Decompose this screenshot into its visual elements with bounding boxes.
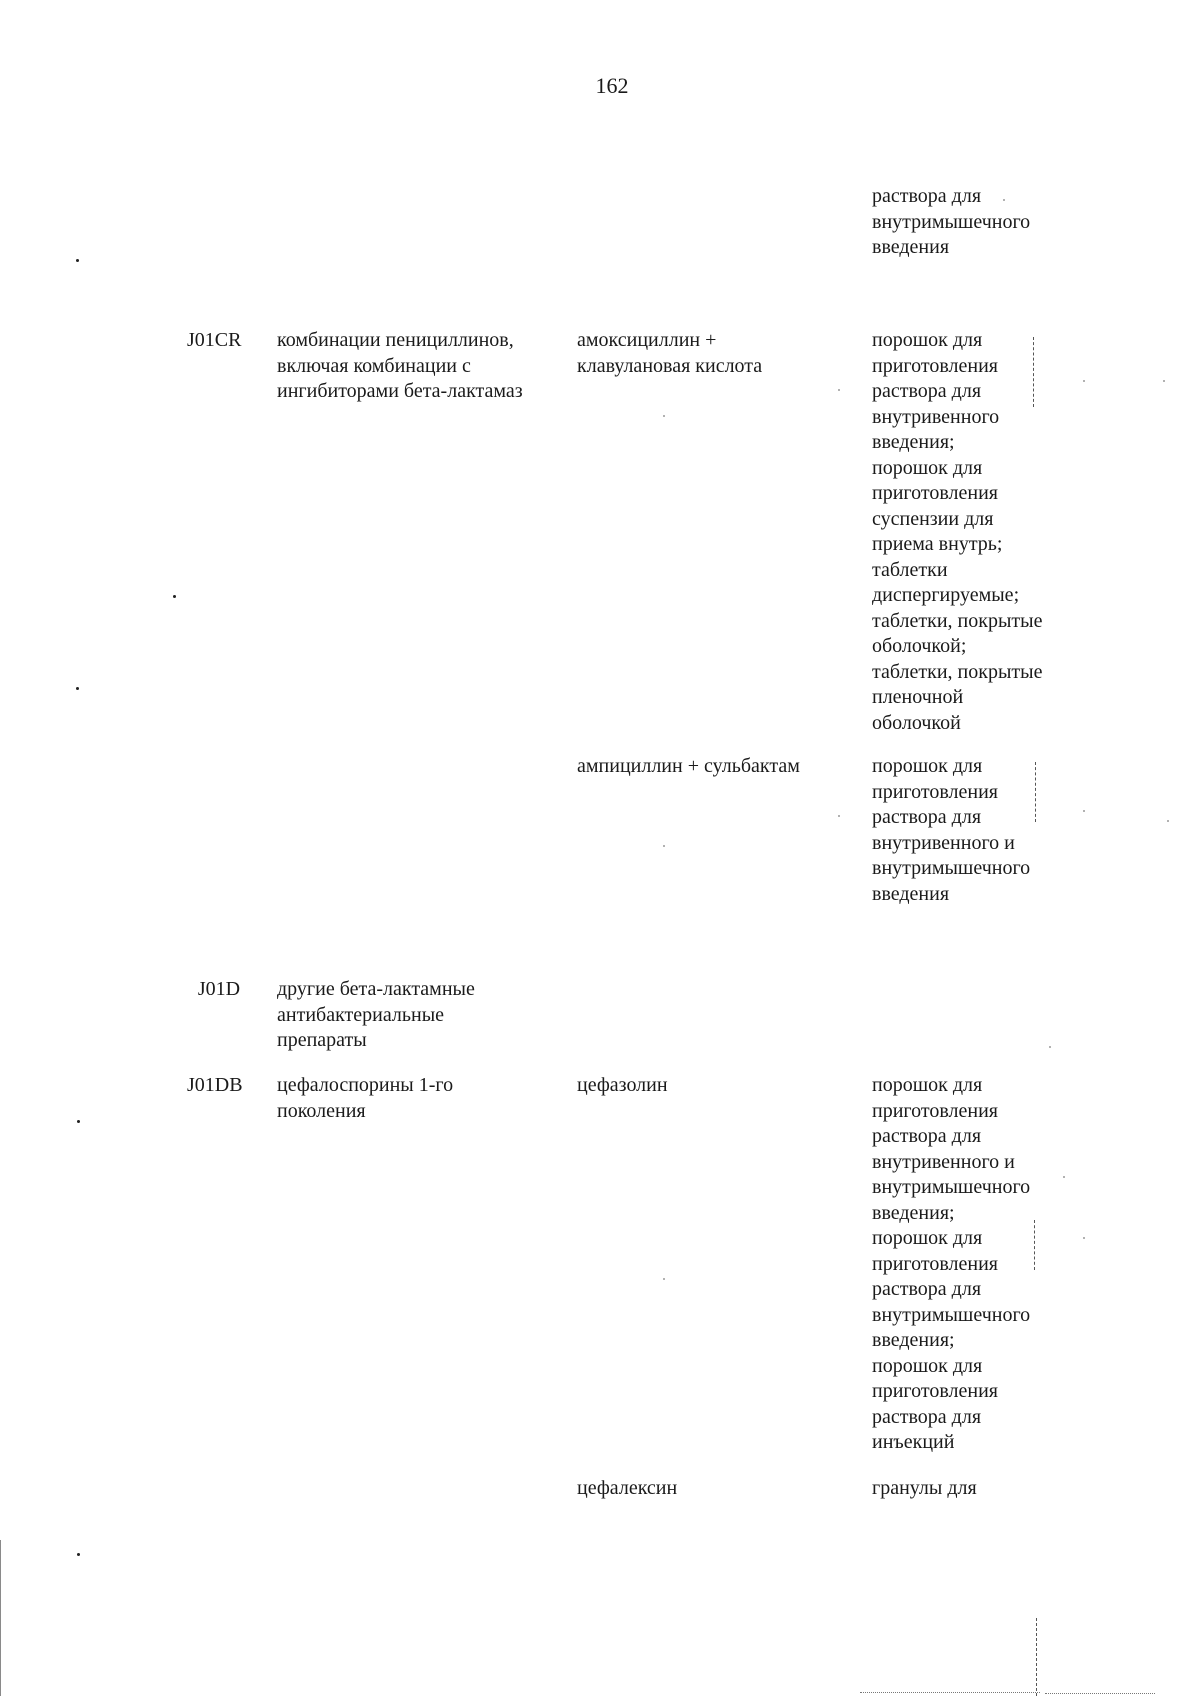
scan-speck xyxy=(838,389,840,391)
scan-speck xyxy=(77,1553,80,1556)
dosage-form: гранулы для xyxy=(872,1477,977,1499)
scan-dash xyxy=(860,1692,1040,1693)
drug-name: ампициллин + сульбактам xyxy=(577,755,800,777)
scan-speck xyxy=(663,1278,665,1280)
scan-dash xyxy=(1036,1618,1037,1696)
drug-name: цефазолин xyxy=(577,1074,668,1096)
atc-group-name: цефалоспорины 1-го поколения xyxy=(277,1074,454,1122)
scan-speck xyxy=(1049,1046,1051,1048)
atc-group-name: другие бета-лактамные антибактериальные препараты xyxy=(277,978,475,1051)
scan-dash xyxy=(1033,337,1034,407)
atc-code: J01DB xyxy=(187,1074,243,1096)
scan-speck xyxy=(77,1120,80,1123)
scan-speck xyxy=(76,259,79,262)
scan-speck xyxy=(838,815,840,817)
scan-speck xyxy=(76,687,79,690)
dosage-form: порошок для приготовления раствора для внутривенного и внутримышечного введения xyxy=(872,755,1031,905)
scan-dash xyxy=(1035,762,1036,822)
page-number: 162 xyxy=(595,73,629,98)
dosage-form-continuation: раствора для внутримышечного введения xyxy=(872,185,1031,258)
scan-speck xyxy=(1003,199,1005,201)
scan-speck xyxy=(1083,380,1085,382)
scan-speck xyxy=(1083,1237,1085,1239)
scan-speck xyxy=(1167,820,1169,822)
drug-name: цефалексин xyxy=(577,1477,678,1499)
atc-code: J01CR xyxy=(187,329,242,351)
scan-edge xyxy=(0,1540,1,1696)
atc-code: J01D xyxy=(197,978,241,1000)
scan-dash xyxy=(1034,1220,1035,1270)
scan-speck xyxy=(663,845,665,847)
scan-speck xyxy=(1083,810,1085,812)
atc-group-name: комбинации пенициллинов, включая комбинации с ингибиторами бета-лактамаз xyxy=(277,329,523,402)
dosage-form: порошок для приготовления раствора для внутривенного и внутримышечного введения; порошок для приготовления раствора для внутримышечного введения; порошок для приготовления раствора для инъекций xyxy=(872,1074,1031,1453)
scan-speck xyxy=(173,595,176,598)
scan-dash xyxy=(1045,1693,1155,1694)
scan-speck xyxy=(1063,1176,1065,1178)
scan-speck xyxy=(1163,380,1165,382)
drug-name: амоксициллин + клавулановая кислота xyxy=(577,329,763,377)
scan-speck xyxy=(663,415,665,417)
dosage-form: порошок для приготовления раствора для внутривенного введения; порошок для приготовления суспензии для приема внутрь; таблетки диспергируемые; таблетки, покрытые оболочкой; таблетки, покрытые пленочной оболочкой xyxy=(872,329,1043,734)
